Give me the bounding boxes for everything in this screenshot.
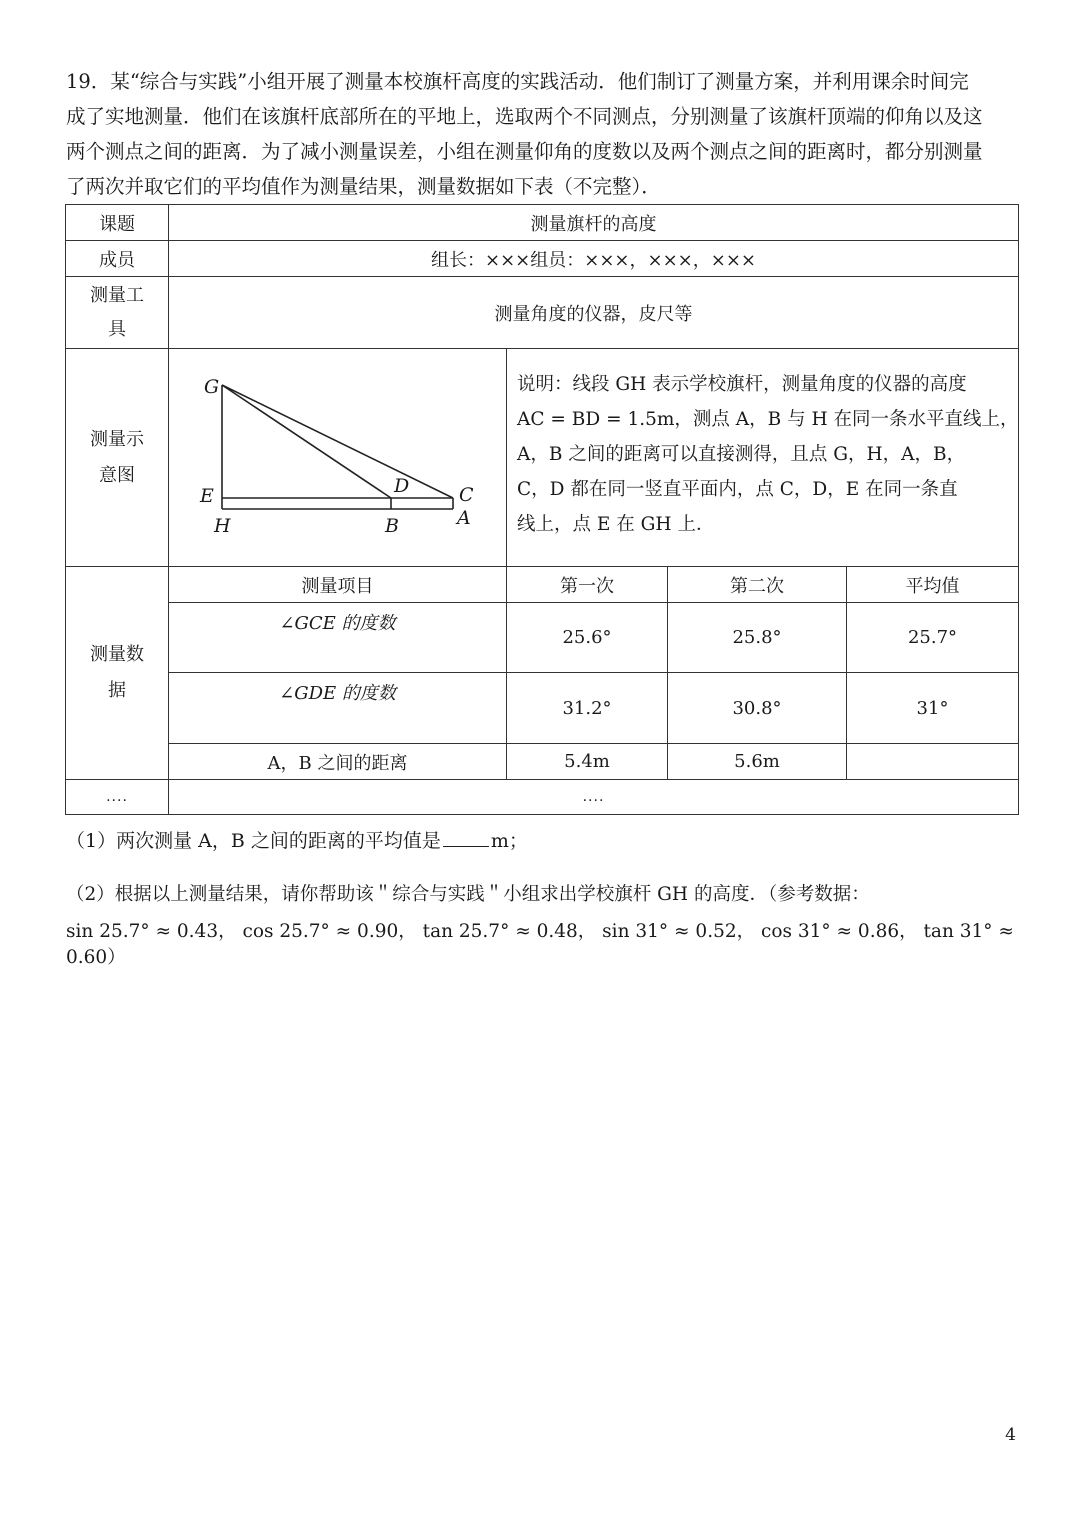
header-second: 第二次 bbox=[668, 567, 847, 603]
members-label: 成员 bbox=[66, 241, 169, 277]
item-cell bbox=[169, 603, 507, 673]
question-1 bbox=[66, 826, 1018, 853]
item-cell: A，B 之间的距离 bbox=[169, 744, 507, 780]
label-b: B bbox=[384, 515, 399, 537]
question-2 bbox=[66, 880, 1018, 906]
q1-text: （1）两次测量 A，B 之间的距离的平均值是 bbox=[66, 830, 441, 852]
description-line: C，D 都在同一竖直平面内，点 C，D，E 在同一条直 bbox=[517, 479, 958, 500]
problem-line: 19．某“综合与实践”小组开展了测量本校旗杆高度的实践活动．他们制订了测量方案，并利用课余时间完 bbox=[66, 70, 969, 93]
label-a: A bbox=[456, 507, 471, 529]
first-cell: 25.6° bbox=[507, 603, 668, 673]
problem-line: 两个测点之间的距离．为了减小测量误差，小组在测量仰角的度数以及两个测点之间的距离时，都分别测量 bbox=[66, 140, 983, 163]
q1-unit: m； bbox=[490, 830, 528, 852]
ellipsis-right: .... bbox=[169, 780, 1019, 815]
diagram-label bbox=[66, 349, 169, 567]
table-row bbox=[66, 780, 1019, 815]
description-line: 线上，点 E 在 GH 上． bbox=[517, 514, 715, 535]
second-cell: 25.8° bbox=[668, 603, 847, 673]
label-g: G bbox=[203, 376, 219, 398]
label-e: E bbox=[199, 485, 214, 507]
flagpole-diagram bbox=[170, 349, 506, 561]
reference-data bbox=[66, 917, 1018, 969]
line-gd bbox=[222, 385, 391, 498]
line-gc bbox=[222, 385, 453, 498]
first-cell: 5.4m bbox=[507, 744, 668, 780]
problem-line: 了两次并取它们的平均值作为测量结果，测量数据如下表（不完整）． bbox=[66, 175, 661, 198]
tools-label bbox=[66, 277, 169, 349]
table-row bbox=[66, 567, 1019, 603]
table-row bbox=[66, 603, 1019, 673]
table-row bbox=[66, 744, 1019, 780]
description-line: A，B 之间的距离可以直接测得，且点 G，H，A，B， bbox=[517, 444, 966, 465]
q2-reference-values: sin 25.7° ≈ 0.43， cos 25.7° ≈ 0.90， tan 25.7° ≈ 0.48， sin 31° ≈ 0.52， cos 31° ≈ 0.86， tan 31° ≈ 0.60） bbox=[66, 921, 1014, 968]
average-cell bbox=[847, 744, 1019, 780]
second-cell: 5.6m bbox=[668, 744, 847, 780]
first-cell: 31.2° bbox=[507, 673, 668, 744]
description-line: AC = BD = 1.5m，测点 A，B 与 H 在同一条水平直线上， bbox=[517, 409, 1019, 430]
table-row bbox=[66, 277, 1019, 349]
label-c: C bbox=[458, 484, 474, 506]
answer-blank[interactable] bbox=[443, 826, 489, 847]
diagram-cell bbox=[169, 349, 507, 567]
header-first: 第一次 bbox=[507, 567, 668, 603]
label-d: D bbox=[393, 475, 409, 497]
average-cell: 31° bbox=[847, 673, 1019, 744]
page-number: 4 bbox=[1005, 1425, 1016, 1445]
label-h: H bbox=[213, 515, 231, 537]
header-item: 测量项目 bbox=[169, 567, 507, 603]
item-text: ∠GDE 的度数 bbox=[279, 683, 396, 704]
header-average: 平均值 bbox=[847, 567, 1019, 603]
diagram-label-line: 意图 bbox=[99, 464, 135, 486]
second-cell: 30.8° bbox=[668, 673, 847, 744]
measurement-table bbox=[65, 204, 1019, 815]
data-label-line: 据 bbox=[108, 680, 126, 701]
ellipsis-left: .... bbox=[66, 780, 169, 815]
tools-value: 测量角度的仪器，皮尺等 bbox=[169, 277, 1019, 349]
diagram-description bbox=[507, 349, 1019, 567]
members-value: 组长：×××组员：×××，×××，××× bbox=[169, 241, 1019, 277]
average-cell: 25.7° bbox=[847, 603, 1019, 673]
problem-statement bbox=[66, 64, 1018, 204]
table-row bbox=[66, 673, 1019, 744]
diagram-label-line: 测量示 bbox=[90, 428, 144, 450]
tools-label-line: 测量工 bbox=[90, 284, 144, 306]
table-row bbox=[66, 241, 1019, 277]
data-label bbox=[66, 567, 169, 780]
item-cell bbox=[169, 673, 507, 744]
data-label-line: 测量数 bbox=[90, 644, 144, 665]
tools-label-line: 具 bbox=[108, 318, 126, 340]
q2-text: （2）根据以上测量结果，请你帮助该＂综合与实践＂小组求出学校旗杆 GH 的高度．（参考数据： bbox=[66, 884, 870, 905]
problem-line: 成了实地测量．他们在该旗杆底部所在的平地上，选取两个不同测点，分别测量了该旗杆顶端的仰角以及这 bbox=[66, 105, 983, 128]
item-text: ∠GCE 的度数 bbox=[279, 613, 396, 634]
table-row bbox=[66, 205, 1019, 241]
table-row bbox=[66, 349, 1019, 567]
description-line: 说明：线段 GH 表示学校旗杆，测量角度的仪器的高度 bbox=[517, 374, 967, 395]
topic-value: 测量旗杆的高度 bbox=[169, 205, 1019, 241]
topic-label: 课题 bbox=[66, 205, 169, 241]
